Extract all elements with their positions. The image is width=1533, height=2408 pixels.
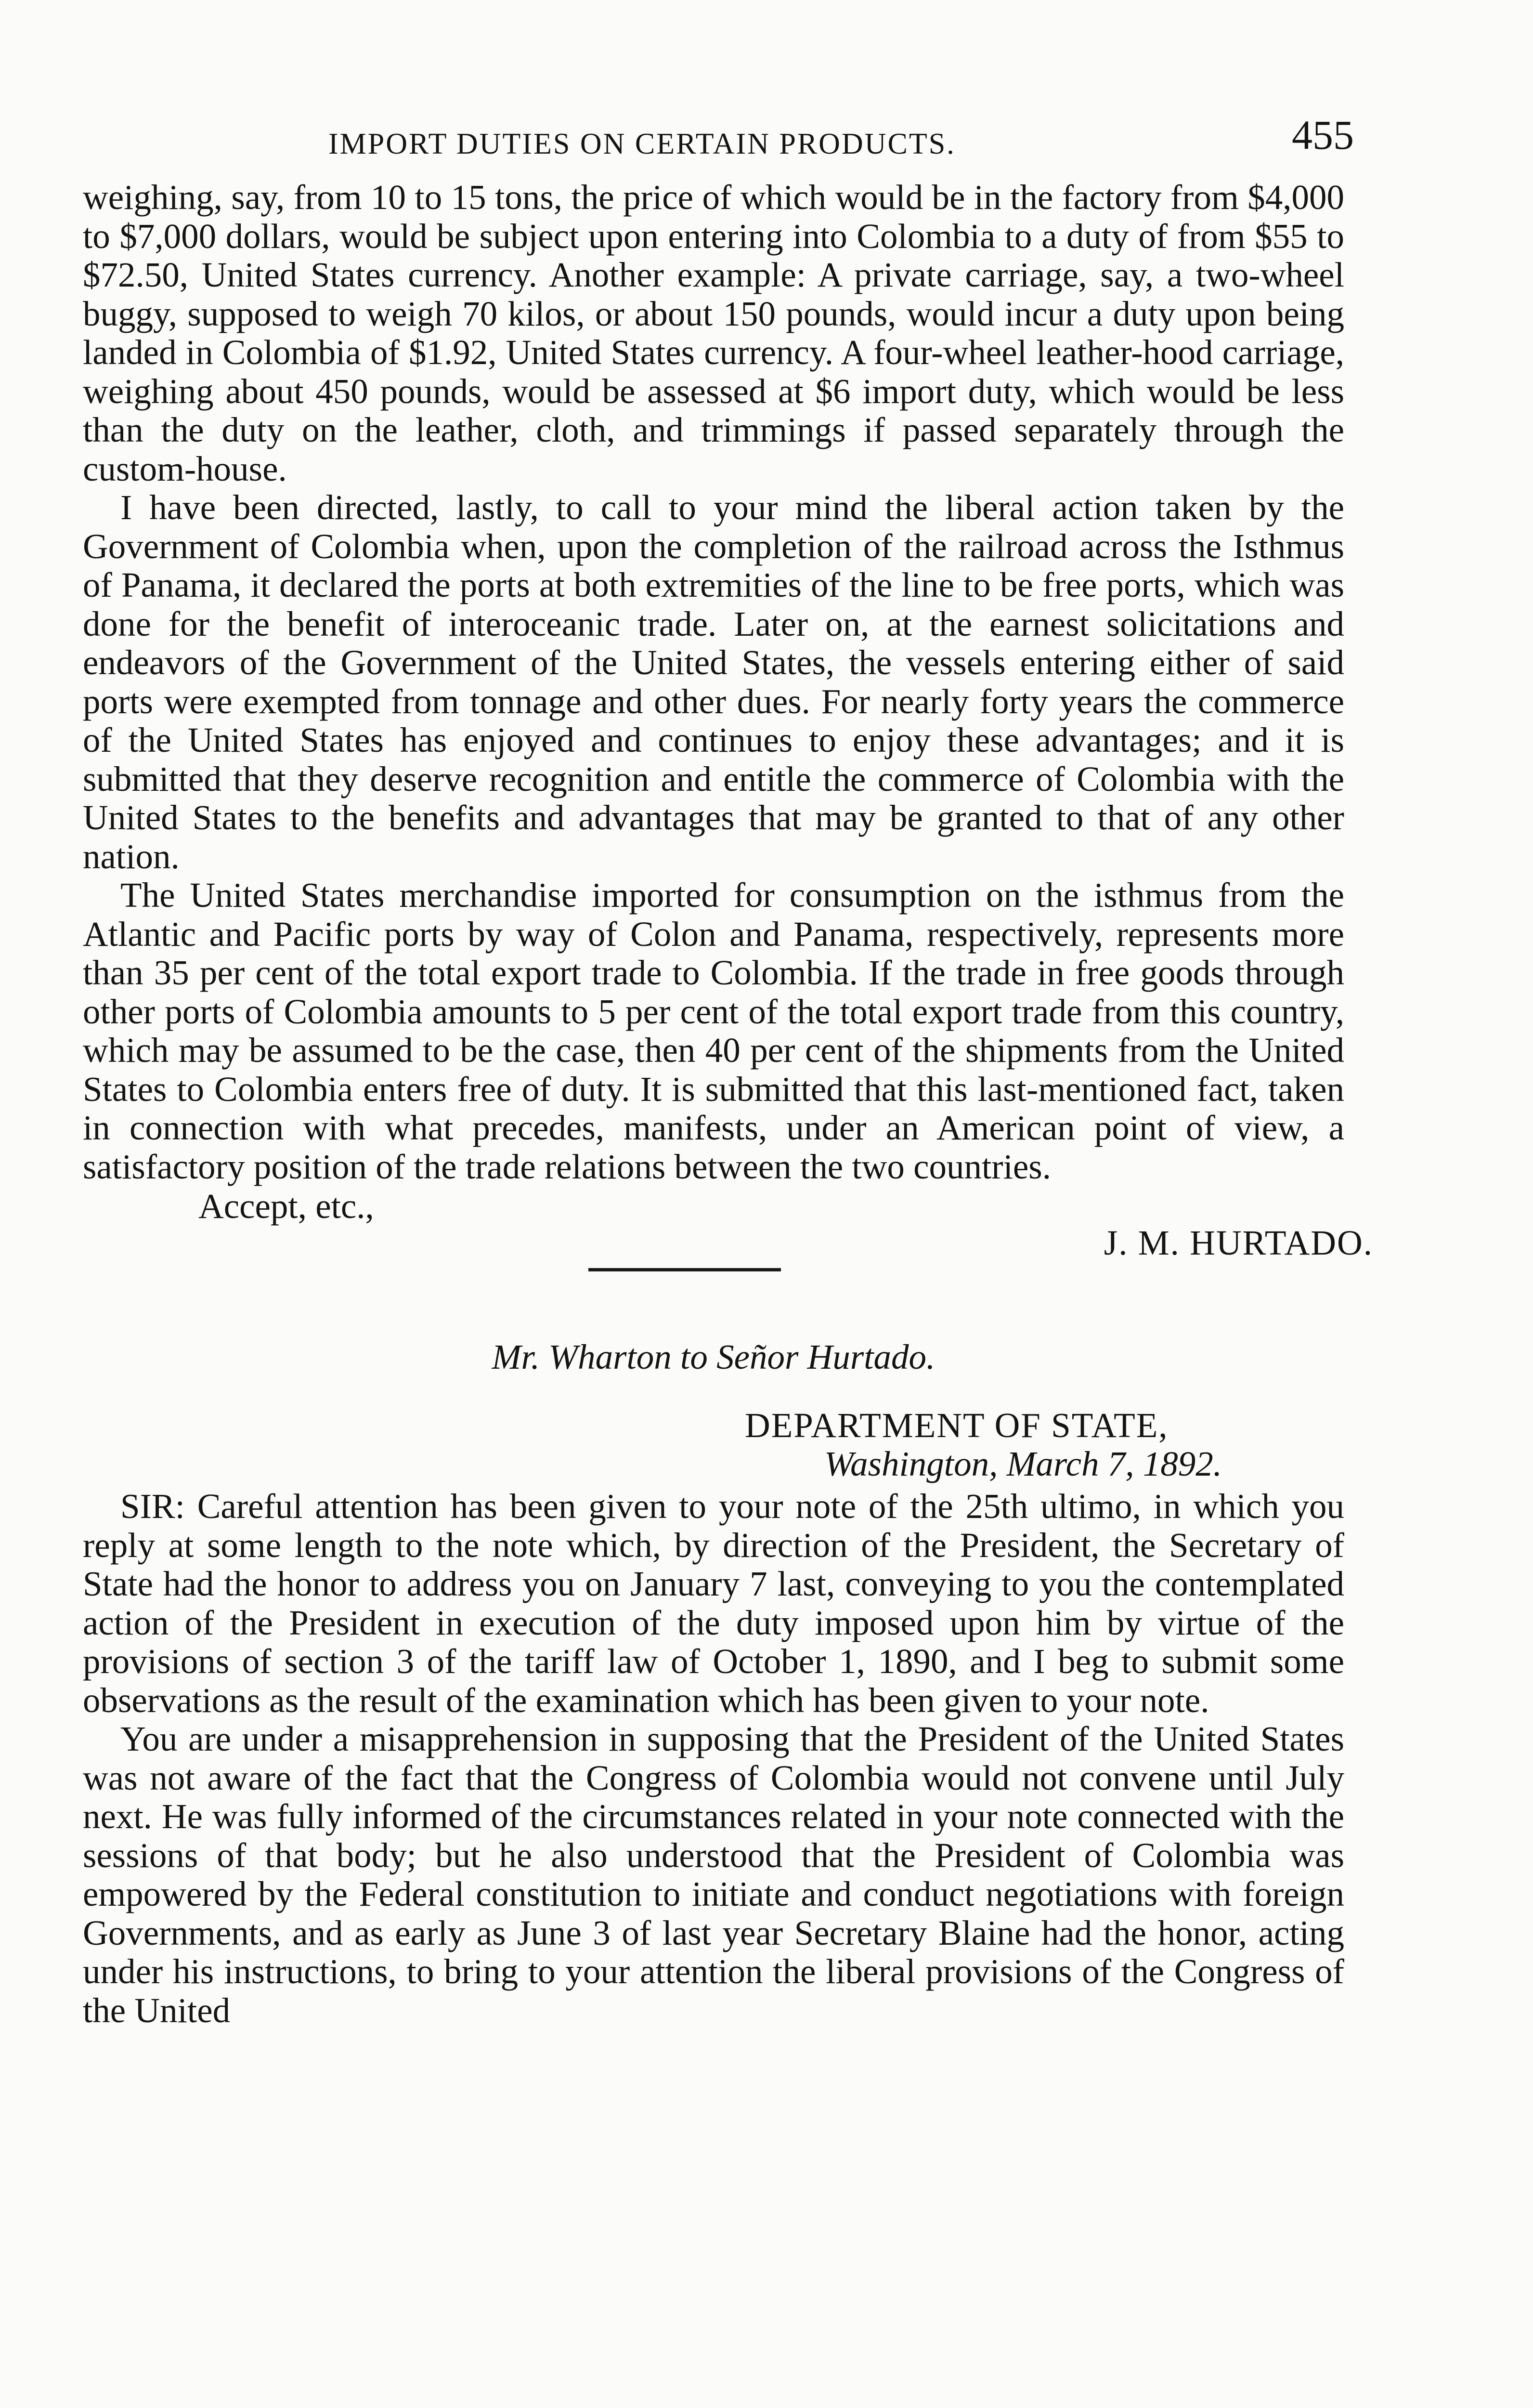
paragraph-careful-attention (83, 1487, 1344, 1720)
dateline (83, 1405, 1344, 1487)
running-title: IMPORT DUTIES ON CERTAIN PRODUCTS. (328, 128, 956, 160)
place-date-line: Washington, March 7, 1892. (824, 1444, 1222, 1483)
paragraph-careful-attention-text: Careful attention has been given to your note of the 25th ultimo, in which you reply at some length to the note which, by direction of the President, the Secretary of State had the honor to address you on January 7 last, conveying to you the contemplated action of the President in execution of the duty imposed upon him by virtue of the provisions of section 3 of the tariff law of October 1, 1890, and I beg to submit some observations as the result of the examination which has been given to your note. (83, 1487, 1344, 1720)
letter-heading: Mr. Wharton to Señor Hurtado. (492, 1337, 935, 1376)
paragraph-continuation: weighing, say, from 10 to 15 tons, the price of which would be in the factory from $4,000 to $7,000 dollars, would be subject upon entering into Colombia to a duty of from $55 to $72.50, United States currency. Another example: A private carriage, say, a two-wheel buggy, supposed to weigh 70 kilos, or about 150 pounds, would incur a duty upon being landed in Colombia of $1.92, United States currency. A four-wheel leather-hood carriage, weighing about 450 pounds, would be assessed at $6 import duty, which would be less than the duty on the leather, cloth, and trimmings if passed separately through the custom-house. (83, 178, 1344, 488)
paragraph-liberal-action: I have been directed, lastly, to call to your mind the liberal action taken by the Government of Colombia when, upon the completion of the railroad across the Isthmus of Panama, it declared the ports at both extremities of the line to be free ports, which was done for the benefit of interoceanic trade. Later on, at the earnest solicitations and endeavors of the Government of the United States, the vessels entering either of said ports were exempted from tonnage and other dues. For nearly forty years the commerce of the United States has enjoyed and continues to enjoy these advantages; and it is submitted that they deserve recognition and entitle the commerce of Colombia with the United States to the benefits and advantages that may be granted to that of any other nation. (83, 488, 1344, 876)
paragraph-merchandise: The United States merchandise imported for consumption on the isthmus from the Atlantic and Pacific ports by way of Colon and Panama, respectively, represents more than 35 per cent of the total export trade to Colombia. If the trade in free goods through other ports of Colombia amounts to 5 per cent of the total export trade from this country, which may be assumed to be the case, then 40 per cent of the shipments from the United States to Colombia enters free of duty. It is submitted that this last-mentioned fact, taken in connection with what precedes, manifests, under an American point of view, a satisfactory position of the trade relations between the two countries. (83, 876, 1344, 1186)
closing-text: Accept, etc., (198, 1187, 374, 1226)
section-divider (588, 1268, 781, 1271)
salutation: SIR: (120, 1487, 185, 1526)
document-page (83, 111, 1373, 2030)
paragraph-misapprehension: You are under a misapprehension in supposing that the President of the United States was not aware of the fact that the Congress of Colombia would not convene until July next. He was fully informed of the circumstances related in your note connected with the sessions of that body; but he also understood that the President of Colombia was empowered by the Federal constitution to initiate and conduct negotiations with foreign Governments, and as early as June 3 of last year Secretary Blaine had the honor, acting under his instructions, to bring to your attention the liberal provisions of the Congress of the United (83, 1719, 1344, 2030)
running-head (83, 111, 1354, 178)
letter-closing (83, 1186, 1373, 1268)
department-line: DEPARTMENT OF STATE, (745, 1406, 1169, 1445)
signature: J. M. HURTADO. (1104, 1223, 1373, 1262)
page-number: 455 (1292, 112, 1354, 158)
